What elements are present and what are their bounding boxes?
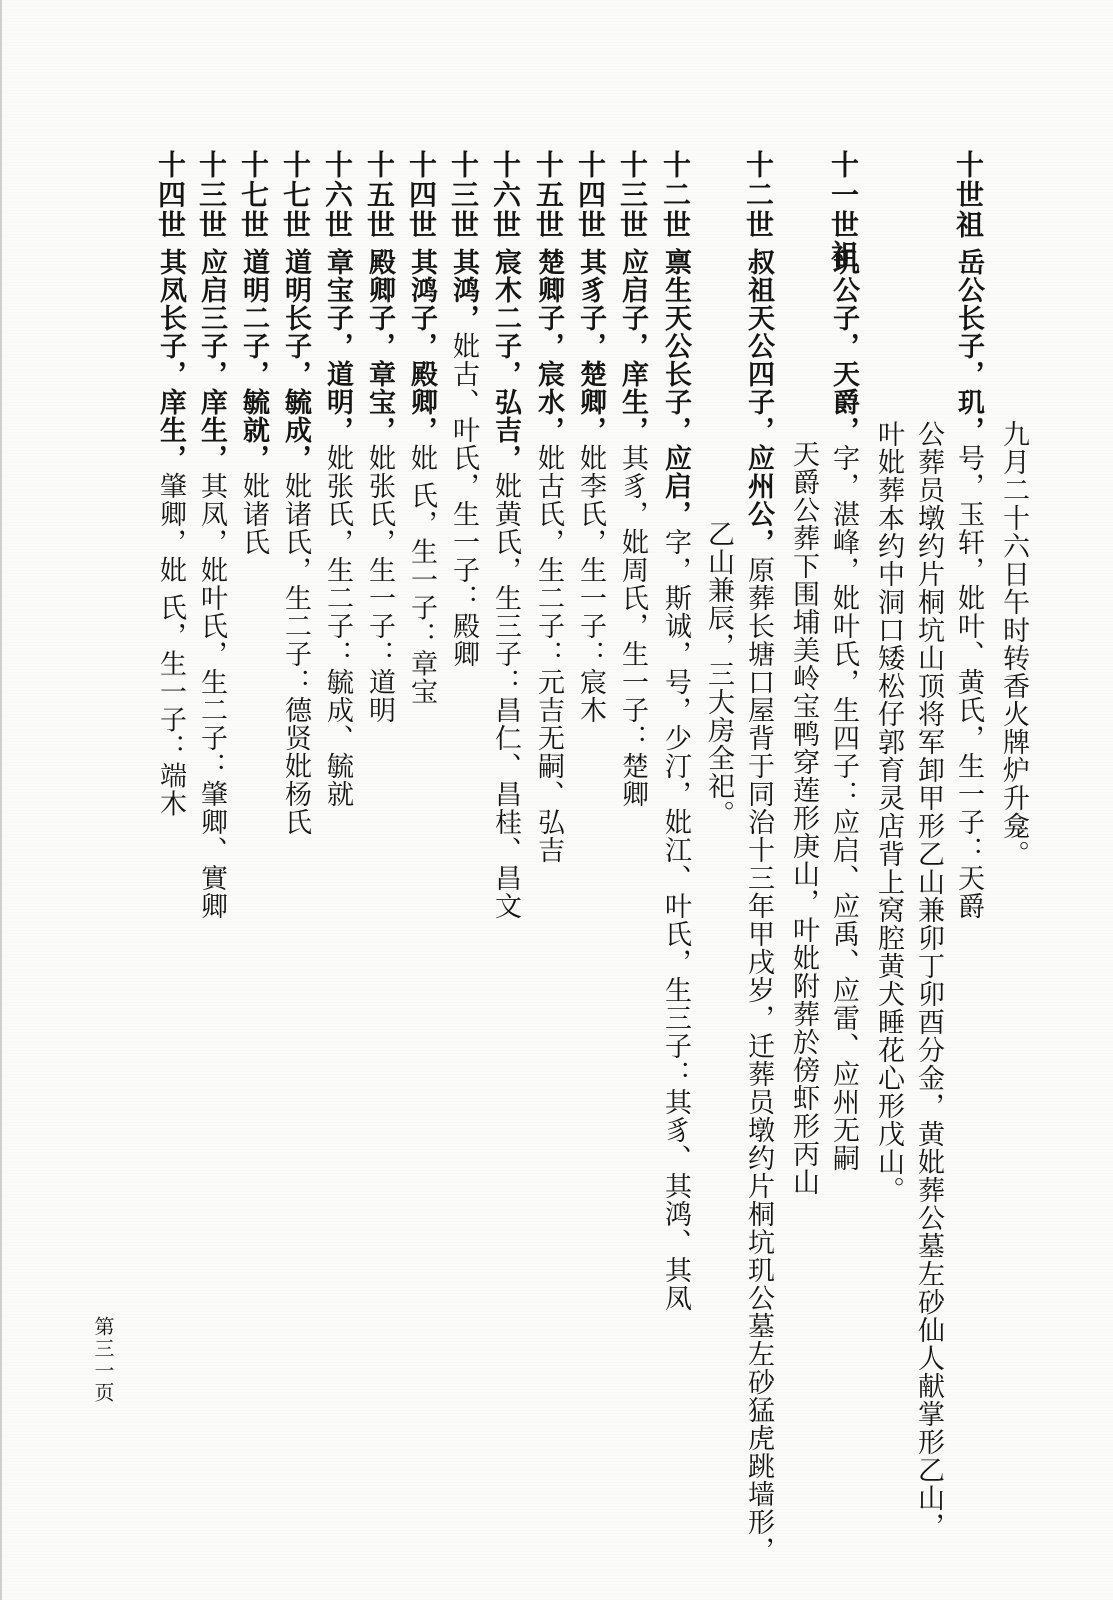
page-edge — [0, 0, 2, 1600]
generation-label: 十三世 — [195, 150, 228, 240]
entry-text: 其鸿，妣古、叶氏，生一子：殿卿 — [448, 248, 479, 668]
entry-text: 岳公长子，玑，号，玉轩，妣叶、黄氏，生一子：天爵 — [953, 248, 984, 920]
entry-continuation: 公葬员墩约片桐坑山顶将军卸甲形乙山兼卯丁卯酉分金，黄妣葬公墓左砂仙人献掌形乙山， — [913, 420, 944, 1540]
generation-label: 十四世 — [154, 150, 187, 240]
generation-label: 十四世 — [574, 150, 607, 240]
entry-text: 其豸子，楚卿，妣李氏，生一子：宸木 — [575, 248, 606, 724]
generation-label: 十六世 — [321, 150, 354, 240]
entry-text: 禀生天公长子，应启，字，斯诚，号，少汀，妣江、叶氏，生三子：其豸、其鸿、其凤 — [660, 248, 691, 1312]
entry-text: 其凤长子，庠生，肇卿，妣 氏，生一子：端木 — [155, 248, 186, 818]
generation-label: 十四世 — [405, 150, 438, 240]
generation-label: 十五世 — [532, 150, 565, 240]
generation-label: 十三世 — [616, 150, 649, 240]
generation-label: 十六世 — [489, 150, 522, 240]
generation-label: 十二世 — [742, 150, 775, 240]
page-number: 第三一页 — [91, 1316, 115, 1404]
entry-continuation: 天爵公葬下围埔美岭宝鸭穿莲形庚山，叶妣附葬於傍虾形丙山 — [788, 440, 819, 1196]
entry-text: 叔祖天公四子，应州公，原葬长塘口屋背于同治十三年甲戌岁，迁葬员墩约片桐坑玑公墓左砂猛虎跳墙形， — [743, 248, 774, 1564]
generation-label: 十七世 — [279, 150, 312, 240]
entry-text: 殿卿子，章宝，妣张氏，生一子：道明 — [364, 248, 395, 724]
generation-label: 十七世 — [237, 150, 270, 240]
entry-text: 应启三子，庠生，其凤，妣叶氏，生二子：肇卿、實卿 — [196, 248, 227, 920]
entry-text: 道明二子，毓就，妣诸氏 — [238, 248, 269, 556]
entry-text: 应启子，庠生，其豸，妣周氏，生一子：楚卿 — [617, 248, 648, 808]
entry-continuation: 叶妣葬本约中洞口矮松仔郭育灵店背上窝腔黄犬睡花心形戊山。 — [873, 420, 904, 1204]
entry-text: 其鸿子，殿卿，妣 氏，生一子：章宝 — [406, 248, 437, 706]
generation-label: 十三世 — [447, 150, 480, 240]
entry-text: 玑公子，天爵，字，湛峰，妣叶氏，生四子：应启、应禹、应雷、应州无嗣 — [828, 248, 859, 1172]
generation-label: 十世祖 — [952, 150, 985, 240]
entry-continuation: 乙山兼辰，三大房全祀。 — [703, 520, 734, 828]
entry-text: 章宝子，道明，妣张氏，生二子：毓成、毓就 — [322, 248, 353, 808]
entry-text: 道明长子，毓成，妣诸氏，生二子：德贤妣杨氏 — [280, 248, 311, 836]
generation-label: 十二世 — [659, 150, 692, 240]
entry-text: 楚卿子，宸水，妣古氏，生二子：元吉无嗣、弘吉 — [533, 248, 564, 864]
generation-label: 十五世 — [363, 150, 396, 240]
entry-continuation: 九月二十六日午时转香火牌炉升龛。 — [998, 420, 1029, 868]
entry-text: 宸木二子，弘吉，妣黄氏，生三子：昌仁、昌桂、昌文 — [490, 248, 521, 920]
generation-label: 十一世祖 — [827, 150, 860, 270]
